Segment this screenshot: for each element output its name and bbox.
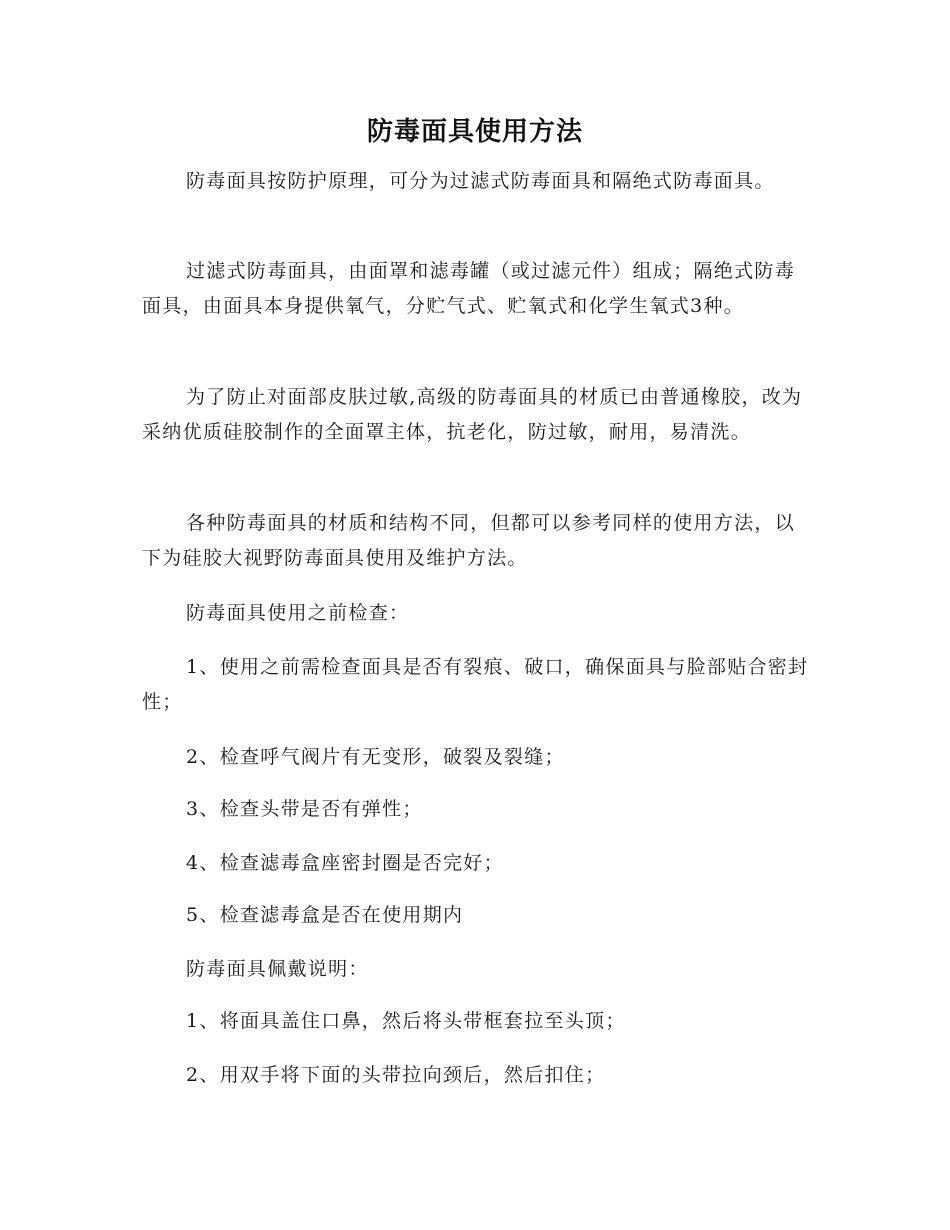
- paragraph-8: 3、检查头带是否有弹性；: [186, 798, 423, 820]
- paragraph-9: 4、检查滤毒盒座密封圈是否完好；: [186, 852, 504, 874]
- paragraph-13: 2、用双手将下面的头带拉向颈后，然后扣住；: [186, 1064, 606, 1086]
- document-title: 防毒面具使用方法: [366, 117, 583, 147]
- paragraph-3: 为了防止对面部皮肤过敏,高级的防毒面具的材质已由普通橡胶，改为采纳优质硅胶制作的全面罩主体，抗老化，防过敏，耐用，易清洗。: [142, 386, 803, 443]
- paragraph-10: 5、检查滤毒盒是否在使用期内: [186, 904, 464, 926]
- paragraph-12: 1、将面具盖住口鼻，然后将头带框套拉至头顶；: [186, 1010, 626, 1032]
- paragraph-1: 防毒面具按防护原理，可分为过滤式防毒面具和隔绝式防毒面具。: [186, 170, 775, 192]
- paragraph-6: 1、使用之前需检查面具是否有裂痕、破口，确保面具与脸部贴合密封性；: [142, 656, 809, 713]
- paragraph-11: 防毒面具佩戴说明：: [186, 958, 369, 980]
- paragraph-4: 各种防毒面具的材质和结构不同，但都可以参考同样的使用方法，以下为硅胶大视野防毒面具使用及维护方法。: [142, 512, 796, 569]
- paragraph-2: 过滤式防毒面具，由面罩和滤毒罐（或过滤元件）组成；隔绝式防毒面具，由面具本身提供氧气，分贮气式、贮氧式和化学生氧式3种。: [142, 260, 796, 317]
- paragraph-7: 2、检查呼气阀片有无变形，破裂及裂缝；: [186, 746, 565, 768]
- paragraph-5: 防毒面具使用之前检查：: [186, 602, 410, 624]
